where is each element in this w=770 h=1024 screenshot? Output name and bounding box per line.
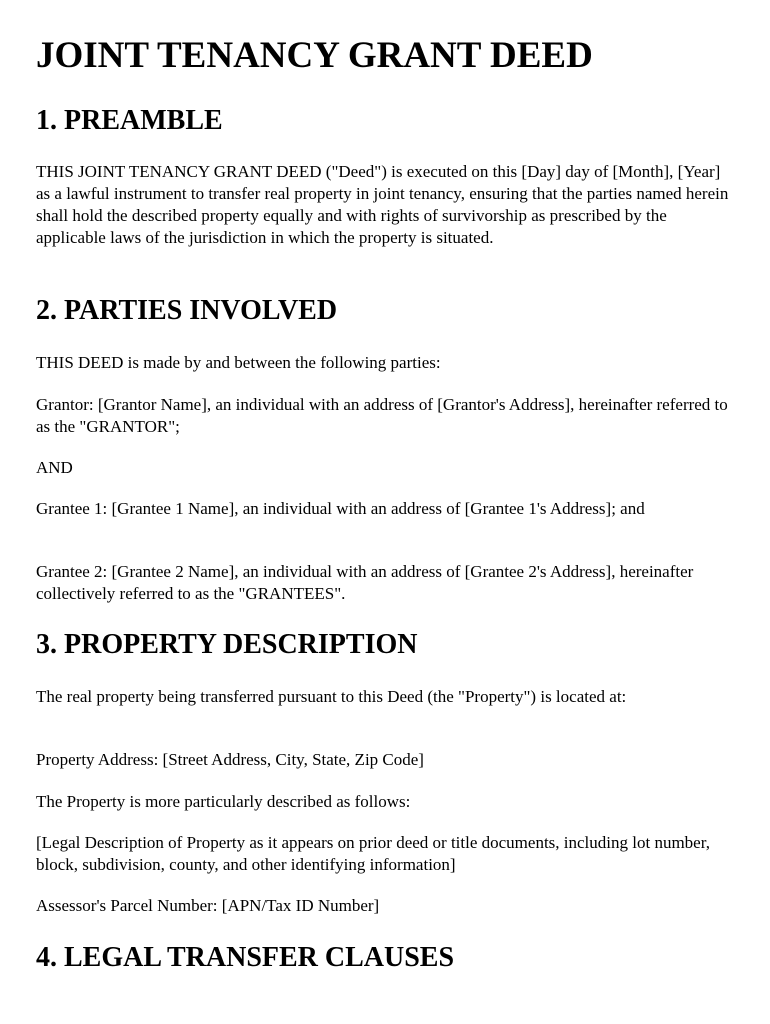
property-address-paragraph: Property Address: [Street Address, City, State, Zip Code]: [36, 750, 424, 769]
section-heading-property: 3. PROPERTY DESCRIPTION: [36, 629, 418, 660]
section-heading-legal-transfer: 4. LEGAL TRANSFER CLAUSES: [36, 942, 455, 973]
property-intro-paragraph: The real property being transferred pursuant to this Deed (the "Property") is located at:: [36, 687, 627, 706]
legal-description-paragraph: [Legal Description of Property as it appears on prior deed or title documents, including lot number, block, subdivision, county, and other identifying information]: [36, 833, 710, 874]
document-title: JOINT TENANCY GRANT DEED: [36, 35, 593, 76]
section-heading-preamble: 1. PREAMBLE: [36, 105, 223, 136]
preamble-paragraph: THIS JOINT TENANCY GRANT DEED ("Deed") is executed on this [Day] day of [Month], [Year] as a lawful instrument to transfer real property in joint tenancy, ensuring that the parties named herein shall hold the described property equally and with rights of survivorship as prescribed by the applicable laws of the jurisdiction in which the property is situated.: [36, 162, 729, 247]
parties-intro-paragraph: THIS DEED is made by and between the following parties:: [36, 353, 441, 372]
grantor-paragraph: Grantor: [Grantor Name], an individual with an address of [Grantor's Address], hereinafter referred to as the "GRANTOR";: [36, 395, 728, 436]
property-description-intro: The Property is more particularly described as follows:: [36, 792, 411, 811]
section-heading-parties: 2. PARTIES INVOLVED: [36, 295, 338, 326]
and-paragraph: AND: [36, 458, 73, 477]
parcel-number-paragraph: Assessor's Parcel Number: [APN/Tax ID Number]: [36, 896, 380, 915]
grantee-1-paragraph: Grantee 1: [Grantee 1 Name], an individual with an address of [Grantee 1's Address]; and: [36, 499, 645, 518]
grantee-2-paragraph: Grantee 2: [Grantee 2 Name], an individual with an address of [Grantee 2's Address], hereinafter collectively referred to as the "GRANTEES".: [36, 562, 694, 603]
